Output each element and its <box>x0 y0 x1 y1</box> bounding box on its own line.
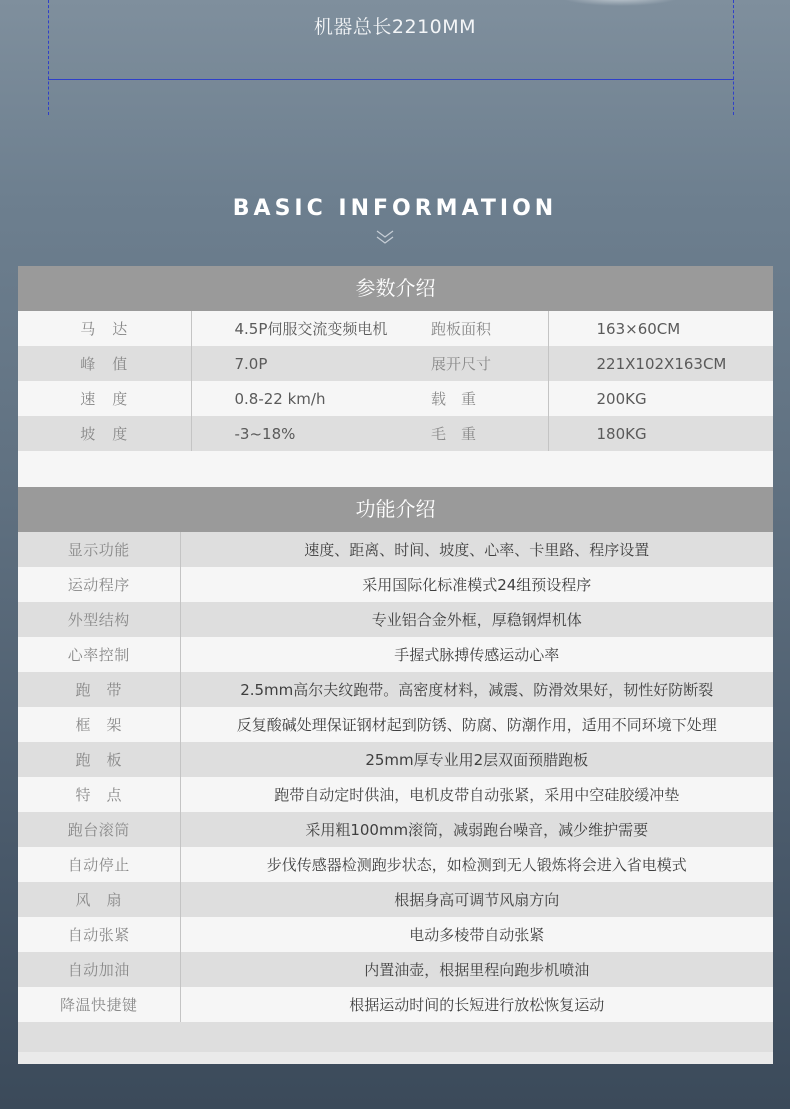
params-row <box>18 416 773 451</box>
params-row <box>18 346 773 381</box>
function-label: 跑 板 <box>18 742 180 777</box>
function-label: 风 扇 <box>18 882 180 917</box>
params-table <box>18 311 773 451</box>
function-label: 显示功能 <box>18 532 180 567</box>
section-title: BASIC INFORMATION <box>232 196 558 221</box>
param-label: 载 重 <box>416 381 548 416</box>
params-row <box>18 381 773 416</box>
param-label: 速 度 <box>18 381 191 416</box>
param-label: 坡 度 <box>18 416 191 451</box>
machine-silhouette-edge <box>560 0 680 6</box>
param-value: 4.5P伺服交流变频电机 <box>191 311 416 346</box>
function-value: 采用粗100mm滚筒，减弱跑台噪音，减少维护需要 <box>180 812 773 847</box>
function-label: 运动程序 <box>18 567 180 602</box>
function-row <box>18 672 773 707</box>
function-row <box>18 987 773 1022</box>
dimension-line-horizontal <box>48 79 734 80</box>
function-row <box>18 742 773 777</box>
param-label: 跑板面积 <box>416 311 548 346</box>
params-row <box>18 311 773 346</box>
function-value: 专业铝合金外框，厚稳钢焊机体 <box>180 602 773 637</box>
function-row <box>18 602 773 637</box>
functions-header: 功能介绍 <box>18 487 773 532</box>
function-row <box>18 882 773 917</box>
functions-table <box>18 532 773 1022</box>
function-row <box>18 847 773 882</box>
panel-bottom <box>18 1022 773 1052</box>
function-value: 25mm厚专业用2层双面预腊跑板 <box>180 742 773 777</box>
function-label: 特 点 <box>18 777 180 812</box>
function-row <box>18 917 773 952</box>
function-value: 手握式脉搏传感运动心率 <box>180 637 773 672</box>
function-row <box>18 637 773 672</box>
function-label: 跑台滚筒 <box>18 812 180 847</box>
function-value: 反复酸碱处理保证钢材起到防锈、防腐、防潮作用，适用不同环境下处理 <box>180 707 773 742</box>
param-value: 200KG <box>548 381 773 416</box>
params-header: 参数介绍 <box>18 266 773 311</box>
function-value: 跑带自动定时供油，电机皮带自动张紧，采用中空硅胶缓冲垫 <box>180 777 773 812</box>
double-chevron-down-icon <box>375 228 395 246</box>
param-label: 峰 值 <box>18 346 191 381</box>
params-gap <box>18 451 773 487</box>
function-label: 自动停止 <box>18 847 180 882</box>
param-label: 毛 重 <box>416 416 548 451</box>
function-value: 根据运动时间的长短进行放松恢复运动 <box>180 987 773 1022</box>
function-row <box>18 777 773 812</box>
function-row <box>18 567 773 602</box>
function-label: 框 架 <box>18 707 180 742</box>
function-value: 内置油壶，根据里程向跑步机喷油 <box>180 952 773 987</box>
function-label: 自动张紧 <box>18 917 180 952</box>
function-label: 心率控制 <box>18 637 180 672</box>
param-label: 展开尺寸 <box>416 346 548 381</box>
function-value: 速度、距离、时间、坡度、心率、卡里路、程序设置 <box>180 532 773 567</box>
function-value: 2.5mm高尔夫纹跑带。高密度材料，减震、防滑效果好，韧性好防断裂 <box>180 672 773 707</box>
param-value: 221X102X163CM <box>548 346 773 381</box>
function-value: 步伐传感器检测跑步状态，如检测到无人锻炼将会进入省电模式 <box>180 847 773 882</box>
param-value: 0.8-22 km/h <box>191 381 416 416</box>
machine-length-label: 机器总长2210MM <box>313 16 477 38</box>
function-row <box>18 812 773 847</box>
param-value: -3~18% <box>191 416 416 451</box>
spec-panel <box>18 266 773 1064</box>
function-value: 根据身高可调节风扇方向 <box>180 882 773 917</box>
function-label: 自动加油 <box>18 952 180 987</box>
function-row <box>18 952 773 987</box>
function-row <box>18 707 773 742</box>
param-value: 7.0P <box>191 346 416 381</box>
function-value: 电动多棱带自动张紧 <box>180 917 773 952</box>
function-label: 跑 带 <box>18 672 180 707</box>
param-label: 马 达 <box>18 311 191 346</box>
param-value: 180KG <box>548 416 773 451</box>
function-label: 降温快捷键 <box>18 987 180 1022</box>
function-row <box>18 532 773 567</box>
function-value: 采用国际化标准模式24组预设程序 <box>180 567 773 602</box>
param-value: 163×60CM <box>548 311 773 346</box>
function-label: 外型结构 <box>18 602 180 637</box>
